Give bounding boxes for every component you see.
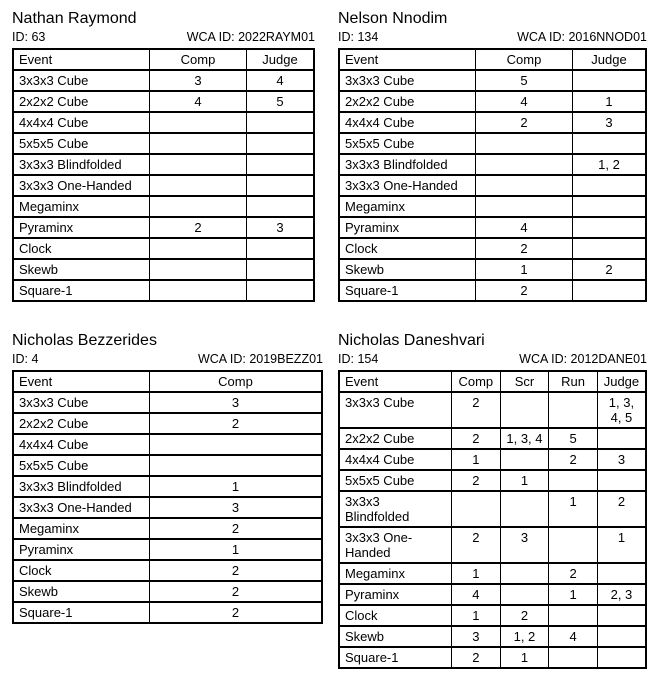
competitor-wca-id: WCA ID: 2022RAYM01 (186, 30, 315, 44)
table-row (339, 154, 646, 175)
table-row (339, 392, 646, 428)
column-header: Judge (573, 49, 647, 70)
competitor-wca-id: WCA ID: 2019BEZZ01 (197, 352, 323, 366)
assignment-cell (150, 434, 323, 455)
event-cell: 3x3x3 One-Handed (339, 527, 452, 563)
assignment-cell: 1, 2 (573, 154, 647, 175)
assignment-cell: 2 (597, 491, 646, 527)
event-cell: Megaminx (339, 196, 476, 217)
assignment-cell: 1, 2 (500, 626, 549, 647)
assignment-cell (247, 133, 315, 154)
column-header: Event (339, 371, 452, 392)
assignment-cell: 4 (476, 217, 573, 238)
assignment-cell: 2 (549, 449, 598, 470)
table-row (13, 455, 322, 476)
assignment-cell (573, 175, 647, 196)
assignment-cell (150, 112, 247, 133)
competitor-name: Nicholas Bezzerides (12, 332, 157, 349)
assignment-cell (549, 470, 598, 491)
competitor-id: ID: 4 (12, 352, 39, 366)
table-row (13, 392, 322, 413)
table-row (339, 133, 646, 154)
assignment-cell: 2 (573, 259, 647, 280)
assignments-table (338, 48, 647, 302)
assignment-cell: 2 (549, 563, 598, 584)
assignment-cell: 2 (452, 527, 501, 563)
competitor-card (338, 331, 647, 669)
competitor-card (12, 9, 315, 302)
assignment-cell: 1 (573, 91, 647, 112)
assignment-cell: 3 (573, 112, 647, 133)
assignment-cell (500, 392, 549, 428)
table-row (13, 497, 322, 518)
id-row (12, 30, 315, 44)
competitor-card (12, 331, 323, 624)
assignment-cell: 1 (452, 563, 501, 584)
column-header: Event (339, 49, 476, 70)
assignment-cell (573, 196, 647, 217)
table-row (339, 527, 646, 563)
assignment-cell: 1 (452, 605, 501, 626)
assignment-cell: 2 (452, 647, 501, 668)
competitor-name: Nathan Raymond (12, 10, 137, 27)
assignment-cell: 2 (452, 428, 501, 449)
column-header: Judge (247, 49, 315, 70)
column-header: Scr (500, 371, 549, 392)
event-cell: 5x5x5 Cube (13, 455, 150, 476)
table-row (13, 602, 322, 623)
competitor-name: Nelson Nnodim (338, 10, 448, 27)
assignment-cell: 2 (150, 518, 323, 539)
table-row (339, 238, 646, 259)
assignment-cell (476, 175, 573, 196)
table-row (339, 217, 646, 238)
assignment-cell (549, 647, 598, 668)
competitor-wca-id: WCA ID: 2012DANE01 (519, 352, 647, 366)
table-row (339, 112, 646, 133)
assignment-cell: 2 (150, 581, 323, 602)
table-row (13, 154, 314, 175)
assignment-cell: 3 (500, 527, 549, 563)
table-row (13, 196, 314, 217)
table-row (339, 280, 646, 301)
assignment-cell: 1 (500, 470, 549, 491)
assignment-cell (597, 626, 646, 647)
event-cell: Square-1 (339, 280, 476, 301)
column-header: Run (549, 371, 598, 392)
assignment-cell: 2 (452, 470, 501, 491)
assignment-cell: 1 (597, 527, 646, 563)
assignment-cell: 1 (549, 491, 598, 527)
header-row (13, 49, 314, 70)
table-row (339, 70, 646, 91)
assignment-cell: 1 (150, 476, 323, 497)
event-cell: 3x3x3 Cube (339, 70, 476, 91)
id-row (338, 30, 647, 44)
assignment-cell: 2 (150, 413, 323, 434)
assignment-cell (500, 491, 549, 527)
table-row (13, 175, 314, 196)
assignment-cell (150, 196, 247, 217)
event-cell: Skewb (339, 259, 476, 280)
column-header: Comp (476, 49, 573, 70)
assignment-cell (150, 238, 247, 259)
assignment-cell (549, 392, 598, 428)
table-row (13, 91, 314, 112)
assignment-cell: 4 (476, 91, 573, 112)
assignment-cell: 1, 3, 4, 5 (597, 392, 646, 428)
column-header: Comp (150, 371, 323, 392)
table-row (339, 449, 646, 470)
event-cell: 3x3x3 Blindfolded (339, 154, 476, 175)
table-row (339, 259, 646, 280)
assignment-cell (476, 196, 573, 217)
assignment-cell (150, 154, 247, 175)
assignment-cell: 3 (247, 217, 315, 238)
table-row (13, 581, 322, 602)
event-cell: 5x5x5 Cube (339, 470, 452, 491)
assignment-cell (573, 238, 647, 259)
event-cell: 5x5x5 Cube (13, 133, 150, 154)
assignment-cell (573, 70, 647, 91)
event-cell: 4x4x4 Cube (339, 449, 452, 470)
assignment-cell: 2 (476, 112, 573, 133)
header-row (339, 49, 646, 70)
event-cell: Megaminx (339, 563, 452, 584)
header-row (13, 371, 322, 392)
event-cell: 3x3x3 Cube (13, 392, 150, 413)
table-row (13, 112, 314, 133)
assignment-cell (247, 238, 315, 259)
event-cell: Clock (13, 238, 150, 259)
event-cell: Clock (339, 605, 452, 626)
assignment-cell (247, 154, 315, 175)
assignment-cell: 1 (452, 449, 501, 470)
assignment-cell (476, 133, 573, 154)
assignment-cell (247, 112, 315, 133)
event-cell: Pyraminx (339, 584, 452, 605)
event-cell: Pyraminx (339, 217, 476, 238)
competitor-id: ID: 63 (12, 30, 46, 44)
assignment-cell: 2 (150, 602, 323, 623)
assignment-cell: 3 (597, 449, 646, 470)
id-row (338, 352, 647, 366)
assignment-cell (500, 563, 549, 584)
competitor-wca-id: WCA ID: 2016NNOD01 (517, 30, 647, 44)
table-row (339, 491, 646, 527)
assignment-cell: 2 (452, 392, 501, 428)
assignment-cell (150, 280, 247, 301)
assignment-cell: 1 (549, 584, 598, 605)
assignment-cell: 5 (549, 428, 598, 449)
table-row (13, 539, 322, 560)
assignment-cell (597, 470, 646, 491)
table-row (13, 518, 322, 539)
assignment-cell: 3 (150, 70, 247, 91)
assignment-cell (500, 584, 549, 605)
assignment-cell (597, 605, 646, 626)
event-cell: 3x3x3 Blindfolded (13, 476, 150, 497)
table-row (13, 133, 314, 154)
table-row (339, 428, 646, 449)
event-cell: Clock (339, 238, 476, 259)
event-cell: 3x3x3 Blindfolded (13, 154, 150, 175)
event-cell: 3x3x3 Cube (13, 70, 150, 91)
header-row (339, 371, 646, 392)
table-row (339, 175, 646, 196)
assignment-cell (597, 563, 646, 584)
assignment-cell: 3 (452, 626, 501, 647)
table-row (339, 626, 646, 647)
event-cell: 4x4x4 Cube (339, 112, 476, 133)
column-header: Comp (150, 49, 247, 70)
assignment-cell: 5 (476, 70, 573, 91)
event-cell: 4x4x4 Cube (13, 434, 150, 455)
column-header: Event (13, 371, 150, 392)
assignment-cell: 4 (452, 584, 501, 605)
event-cell: 3x3x3 One-Handed (13, 175, 150, 196)
assignment-cell (597, 647, 646, 668)
assignment-cell: 2, 3 (597, 584, 646, 605)
event-cell: Clock (13, 560, 150, 581)
table-row (339, 584, 646, 605)
event-cell: 2x2x2 Cube (13, 413, 150, 434)
competitor-card (338, 9, 647, 302)
assignment-cell: 5 (247, 91, 315, 112)
event-cell: 2x2x2 Cube (339, 91, 476, 112)
id-row (12, 352, 323, 366)
assignment-cell (549, 605, 598, 626)
assignment-cell: 2 (150, 217, 247, 238)
assignment-cell (573, 280, 647, 301)
table-row (339, 196, 646, 217)
assignment-cell: 2 (476, 280, 573, 301)
table-row (13, 259, 314, 280)
assignment-cell: 3 (150, 497, 323, 518)
table-row (339, 91, 646, 112)
assignments-table (12, 370, 323, 624)
assignment-cell: 2 (476, 238, 573, 259)
assignments-table (338, 370, 647, 669)
table-row (13, 70, 314, 91)
event-cell: Skewb (13, 259, 150, 280)
event-cell: Square-1 (13, 280, 150, 301)
assignment-cell: 1 (150, 539, 323, 560)
event-cell: Skewb (13, 581, 150, 602)
competitor-id: ID: 154 (338, 352, 379, 366)
event-cell: 4x4x4 Cube (13, 112, 150, 133)
assignments-table (12, 48, 315, 302)
table-row (13, 238, 314, 259)
assignment-cell (476, 154, 573, 175)
table-row (13, 413, 322, 434)
event-cell: Pyraminx (13, 217, 150, 238)
table-row (339, 470, 646, 491)
event-cell: 5x5x5 Cube (339, 133, 476, 154)
assignment-cell (500, 449, 549, 470)
assignment-cell (150, 259, 247, 280)
column-header: Event (13, 49, 150, 70)
competitor-id: ID: 134 (338, 30, 379, 44)
assignment-cell: 1 (500, 647, 549, 668)
event-cell: Megaminx (13, 518, 150, 539)
event-cell: Skewb (339, 626, 452, 647)
table-row (339, 563, 646, 584)
table-row (13, 280, 314, 301)
assignment-cell: 2 (150, 560, 323, 581)
event-cell: Square-1 (339, 647, 452, 668)
assignment-cell (452, 491, 501, 527)
assignment-cell (150, 133, 247, 154)
table-row (13, 217, 314, 238)
assignment-cell (573, 133, 647, 154)
event-cell: 2x2x2 Cube (13, 91, 150, 112)
table-row (13, 434, 322, 455)
assignment-cell: 1 (476, 259, 573, 280)
column-header: Comp (452, 371, 501, 392)
competitor-name: Nicholas Daneshvari (338, 332, 485, 349)
event-cell: Square-1 (13, 602, 150, 623)
table-row (339, 647, 646, 668)
assignment-cell (150, 175, 247, 196)
event-cell: 3x3x3 Blindfolded (339, 491, 452, 527)
event-cell: 2x2x2 Cube (339, 428, 452, 449)
assignment-cell: 4 (247, 70, 315, 91)
assignment-cell (549, 527, 598, 563)
event-cell: Megaminx (13, 196, 150, 217)
assignment-cell (150, 455, 323, 476)
assignment-cell (247, 175, 315, 196)
assignment-cell: 2 (500, 605, 549, 626)
assignment-cell (247, 259, 315, 280)
assignment-cell (247, 196, 315, 217)
assignment-cell: 4 (150, 91, 247, 112)
table-row (339, 605, 646, 626)
assignment-cell: 3 (150, 392, 323, 413)
assignment-cell (247, 280, 315, 301)
table-row (13, 560, 322, 581)
table-row (13, 476, 322, 497)
event-cell: 3x3x3 One-Handed (13, 497, 150, 518)
assignment-cell (573, 217, 647, 238)
event-cell: 3x3x3 One-Handed (339, 175, 476, 196)
assignment-cell (597, 428, 646, 449)
assignment-cell: 4 (549, 626, 598, 647)
column-header: Judge (597, 371, 646, 392)
event-cell: 3x3x3 Cube (339, 392, 452, 428)
assignment-cell: 1, 3, 4 (500, 428, 549, 449)
event-cell: Pyraminx (13, 539, 150, 560)
